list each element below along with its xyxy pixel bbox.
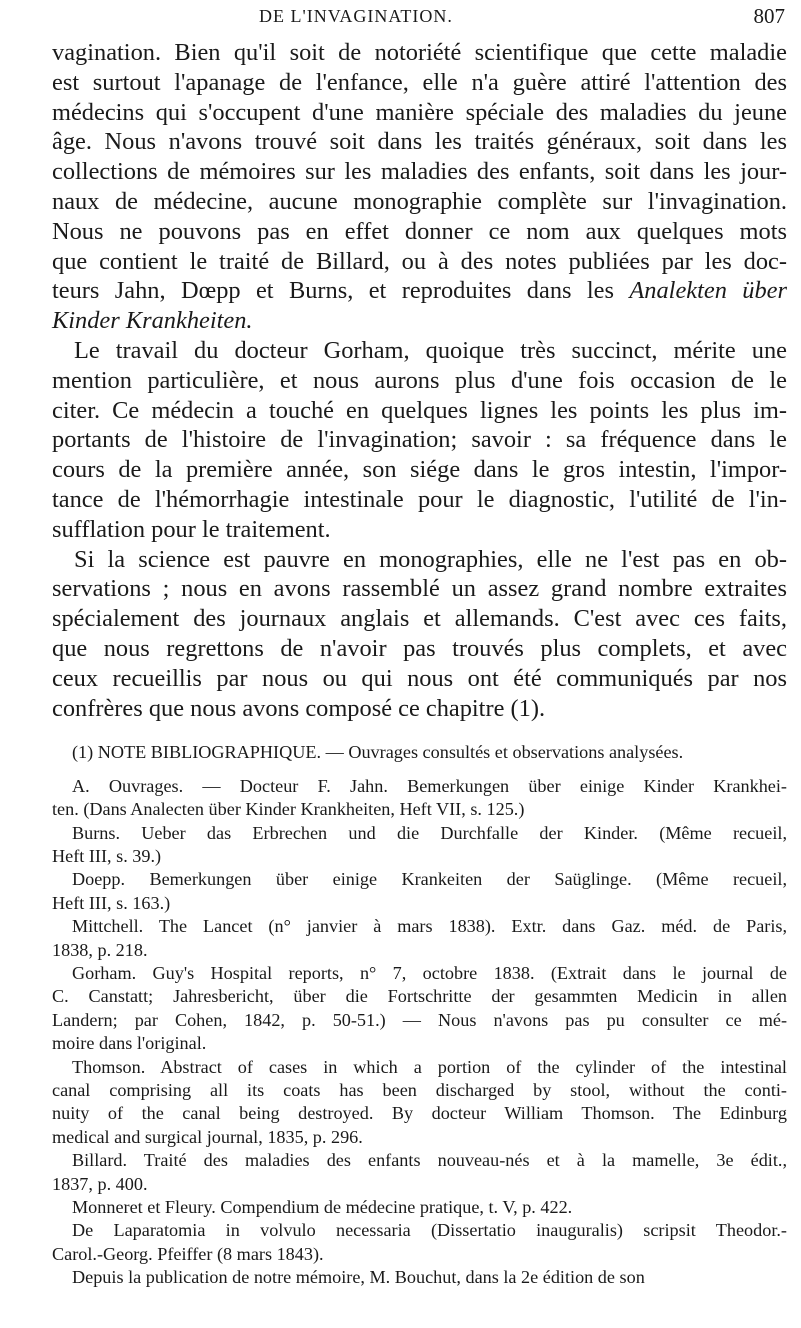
footnote-line: Carol.-Georg. Pfeiffer (8 mars 1843).	[52, 1243, 324, 1264]
footnote-entry	[52, 1196, 787, 1219]
text-line: ceux recueillis par nous ou qui nous ont été communiqués par nos	[52, 664, 787, 692]
text-line: Si la science est pauvre en monographies, elle ne l'est pas en ob-	[74, 545, 787, 573]
footnote-entry	[52, 962, 787, 1056]
footnote-line: Landern; par Cohen, 1842, p. 50-51.) — Nous n'avons pas pu consulter ce mé-	[52, 1009, 787, 1030]
text-line: naux de médecine, aucune monographie complète sur l'invagination.	[52, 187, 787, 215]
footnote-entry	[52, 868, 787, 915]
footnote-line: C. Canstatt; Jahresbericht, über die Fortschritte der gesammten Medicin in allen	[52, 986, 787, 1007]
text-line: confrères que nous avons composé ce chapitre (1).	[52, 694, 546, 722]
footnote-line: Mittchell. The Lancet (n° janvier à mars 1838). Extr. dans Gaz. méd. de Paris,	[72, 916, 787, 937]
text-line: est surtout l'apanage de l'enfance, elle n'a guère attiré l'attention des	[52, 68, 787, 96]
footnote-entry	[52, 1149, 787, 1196]
footnote-entry	[52, 1219, 787, 1266]
italic-title: Analekten über	[629, 277, 787, 305]
text-line: cours de la première année, son siége dans le gros intestin, l'impor-	[52, 456, 787, 484]
footnote-entry	[52, 775, 787, 822]
footnote-line: Heft III, s. 163.)	[52, 892, 171, 913]
paragraph-2	[52, 336, 787, 545]
footnote-line: Billard. Traité des maladies des enfants nouveau-nés et à la mamelle, 3e édit.,	[72, 1150, 787, 1171]
text-line: médecins qui s'occupent d'une manière spéciale des maladies du jeune	[52, 98, 787, 126]
text-line: Nous ne pouvons pas en effet donner ce nom aux quelques mots	[52, 217, 787, 245]
footnotes	[52, 741, 787, 1289]
footnote-heading: (1) NOTE BIBLIOGRAPHIQUE. — Ouvrages consultés et observations analysées.	[72, 742, 684, 763]
footnote-line: Doepp. Bemerkungen über einige Krankeiten der Saüglinge. (Même recueil,	[72, 869, 787, 890]
paragraph-3	[52, 545, 787, 724]
footnote-line: Heft III, s. 39.)	[52, 845, 162, 866]
body-text	[52, 38, 787, 723]
footnote-line: De Laparatomia in volvulo necessaria (Dissertatio inauguralis) scripsit Theodor.-	[72, 1220, 787, 1241]
footnote-line: Burns. Ueber das Erbrechen und die Durchfalle der Kinder. (Même recueil,	[72, 822, 787, 843]
page	[52, 0, 787, 1290]
footnote-entry	[52, 822, 787, 869]
footnote-entries	[52, 775, 787, 1290]
footnote-line: Depuis la publication de notre mémoire, M. Bouchut, dans la 2e édition de son	[72, 1267, 645, 1288]
text-line: Le travail du docteur Gorham, quoique très succinct, mérite une	[74, 336, 787, 364]
text-line: collections de mémoires sur les maladies des enfants, soit dans les jour-	[52, 158, 787, 186]
text-line: citer. Ce médecin a touché en quelques lignes les points les plus im-	[52, 396, 787, 424]
footnote-line: canal comprising all its coats has been discharged by stool, without the conti-	[52, 1080, 787, 1101]
text-line: portants de l'histoire de l'invagination; savoir : sa fréquence dans le	[52, 426, 787, 454]
text-line: âge. Nous n'avons trouvé soit dans les traités généraux, soit dans les	[52, 128, 787, 156]
footnote-line: Thomson. Abstract of cases in which a portion of the cylinder of the intestinal	[72, 1056, 787, 1077]
text-line	[52, 276, 787, 306]
footnote-line: nuity of the canal being destroyed. By docteur William Thomson. The Edinburg	[52, 1103, 787, 1124]
footnote-line: Monneret et Fleury. Compendium de médecine pratique, t. V, p. 422.	[72, 1197, 573, 1218]
footnote-entry	[52, 1056, 787, 1150]
text-segment: teurs Jahn, Dœpp et Burns, et reproduites dans les	[52, 277, 614, 305]
footnote-line: 1838, p. 218.	[52, 939, 148, 960]
footnote-line: ten. (Dans Analecten über Kinder Krankheiten, Heft VII, s. 125.)	[52, 799, 525, 820]
paragraph-1	[52, 38, 787, 336]
text-line: que contient le traité de Billard, ou à des notes publiées par les doc-	[52, 247, 787, 275]
text-line: sufflation pour le traitement.	[52, 515, 331, 543]
text-line: que nous regrettons de n'avoir pas trouvés plus complets, et avec	[52, 634, 787, 662]
text-line: vagination. Bien qu'il soit de notoriété scientifique que cette maladie	[52, 39, 787, 66]
running-title: DE L'INVAGINATION.	[259, 6, 453, 26]
footnote-line: A. Ouvrages. — Docteur F. Jahn. Bemerkungen über einige Kinder Krankhei-	[72, 775, 787, 796]
italic-title-end: Kinder Krankheiten.	[52, 307, 253, 335]
text-line: spécialement des journaux anglais et allemands. C'est avec ces faits,	[52, 605, 787, 633]
footnote-line: moire dans l'original.	[52, 1033, 207, 1054]
footnote-entry	[52, 1266, 787, 1289]
text-line: mention particulière, et nous aurons plus d'une fois occasion de le	[52, 366, 787, 394]
running-header	[52, 0, 787, 38]
text-line: tance de l'hémorrhagie intestinale pour le diagnostic, l'utilité de l'in-	[52, 485, 787, 513]
footnote-entry	[52, 915, 787, 962]
footnote-line: 1837, p. 400.	[52, 1173, 148, 1194]
footnote-line: Gorham. Guy's Hospital reports, n° 7, octobre 1838. (Extrait dans le journal de	[72, 962, 787, 983]
text-line: servations ; nous en avons rassemblé un assez grand nombre extraites	[52, 575, 787, 603]
page-number: 807	[753, 4, 785, 28]
footnote-line: medical and surgical journal, 1835, p. 296.	[52, 1126, 363, 1147]
